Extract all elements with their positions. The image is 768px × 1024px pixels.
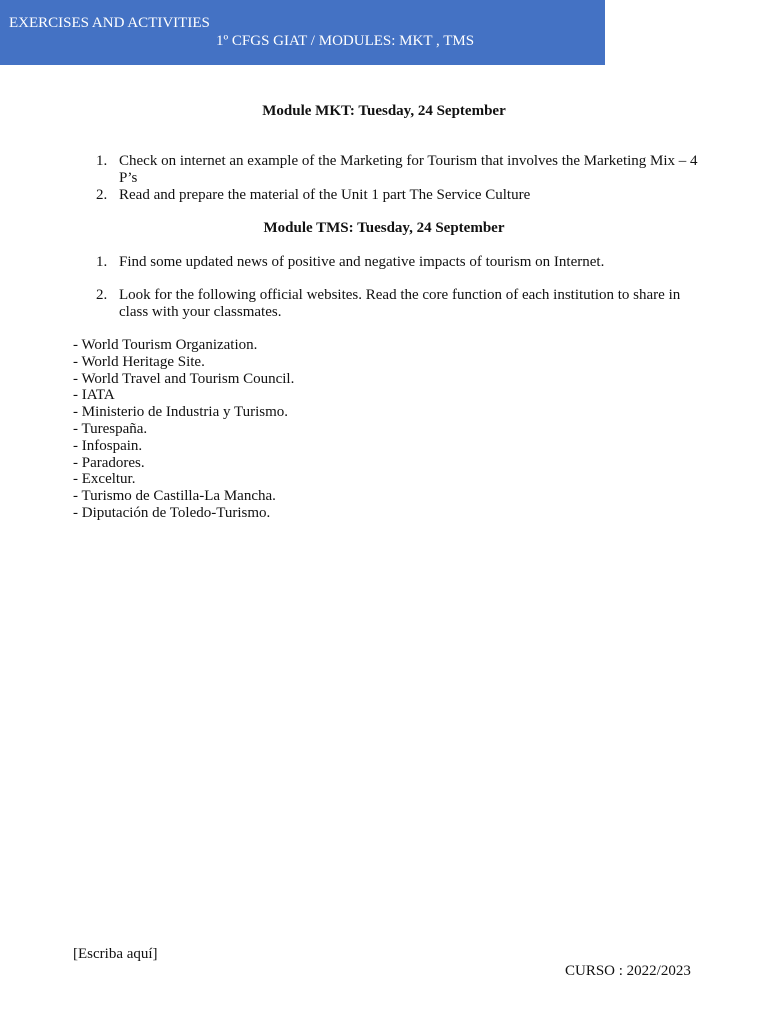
website-item: - World Travel and Tourism Council.	[73, 370, 295, 387]
website-item: - Infospain.	[73, 437, 143, 454]
list-item	[88, 287, 698, 321]
mkt-task-list	[88, 153, 698, 204]
tms-task-list	[88, 254, 698, 271]
list-item-number: 1.	[96, 153, 108, 169]
website-item: - World Tourism Organization.	[73, 337, 258, 353]
tms-task-list-continued	[88, 287, 698, 321]
tms-section-title: Module TMS: Tuesday, 24 September	[263, 220, 505, 236]
list-item	[88, 187, 698, 204]
header-subtitle: 1º CFGS GIAT / MODULES: MKT , TMS	[216, 33, 475, 49]
website-item: - World Heritage Site.	[73, 353, 205, 370]
website-item: - Paradores.	[73, 454, 145, 471]
footer-placeholder[interactable]: [Escriba aquí]	[73, 946, 158, 962]
website-item: - Diputación de Toledo-Turismo.	[73, 504, 271, 521]
official-websites-list	[73, 337, 294, 522]
list-item-text: Look for the following official websites. Read the core function of each institution to share in class with your classmates.	[119, 287, 681, 320]
list-item-text: Read and prepare the material of the Unit 1 part The Service Culture	[119, 187, 531, 203]
footer-course-year: CURSO : 2022/2023	[565, 963, 691, 979]
mkt-section-title: Module MKT: Tuesday, 24 September	[262, 103, 506, 119]
list-item	[88, 153, 698, 187]
website-item: - IATA	[73, 387, 115, 404]
list-item-number: 2.	[96, 287, 108, 303]
website-item: - Ministerio de Industria y Turismo.	[73, 404, 289, 421]
list-item-text: Find some updated news of positive and negative impacts of tourism on Internet.	[119, 254, 605, 270]
list-item-number: 2.	[96, 187, 108, 203]
website-item: - Turespaña.	[73, 420, 148, 437]
website-item: - Exceltur.	[73, 471, 136, 488]
list-item	[88, 254, 698, 271]
website-item: - Turismo de Castilla-La Mancha.	[73, 488, 276, 505]
header-title: EXERCISES AND ACTIVITIES	[9, 15, 210, 31]
list-item-text: Check on internet an example of the Marketing for Tourism that involves the Marketing Mix – 4 P’s	[119, 153, 698, 186]
list-item-number: 1.	[96, 254, 108, 270]
header-band	[0, 0, 605, 65]
